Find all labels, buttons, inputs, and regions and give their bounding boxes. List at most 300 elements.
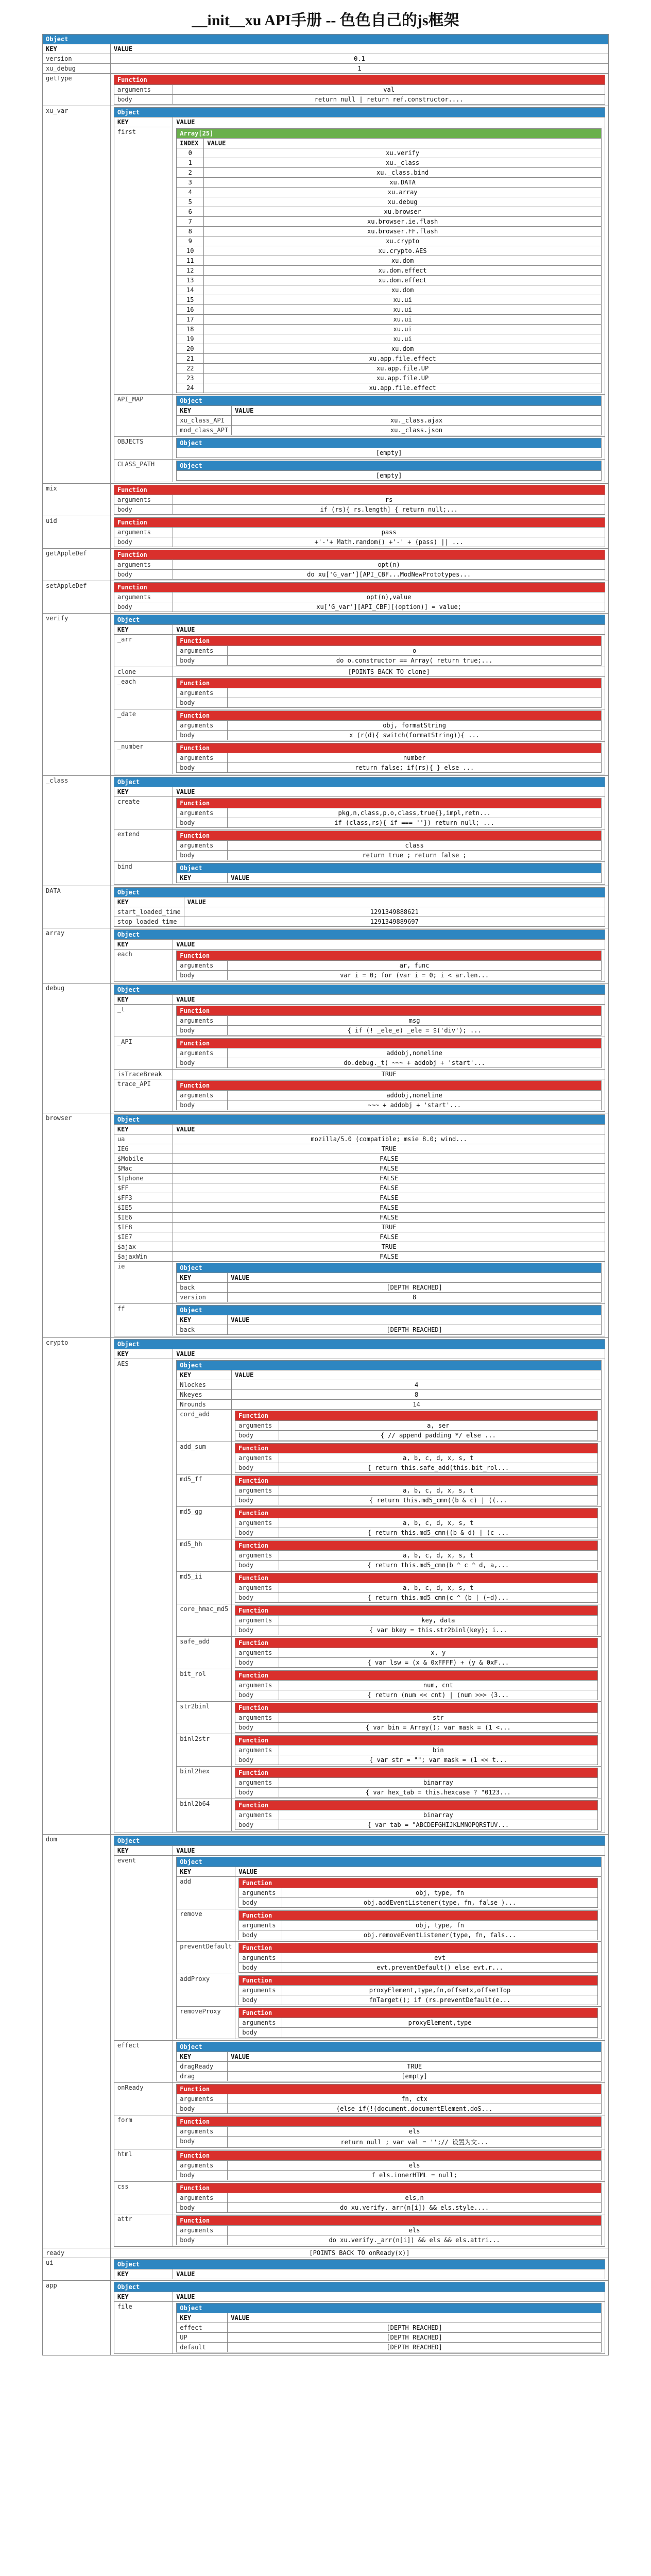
body-label: body [114, 505, 173, 515]
row-key: $ajax [114, 1242, 173, 1252]
row-key: $FF3 [114, 1193, 173, 1203]
function-header: Function [177, 2084, 602, 2094]
array-row [177, 276, 602, 285]
function-header: Function [239, 1911, 598, 1921]
function-table [238, 2008, 598, 2038]
array-row [177, 217, 602, 227]
function-table [235, 1638, 598, 1668]
array-value: xu.dom.effect [204, 266, 602, 276]
arguments-value: pass [173, 528, 605, 537]
arguments-label: arguments [235, 1518, 279, 1528]
array-value: xu.ui [204, 334, 602, 344]
arguments-label: arguments [235, 1616, 279, 1625]
first-array-table: Array[25] INDEX VALUE 0 xu.verify 1 xu._class 2 xu._class.bind 3 xu.DATA 4 xu.array 5 xu.debug 6 xu.browser 7 xu.browser.ie.flash 8 xu.browser.FF.flash 9 xu.crypto 10 xu.crypto.AES 11 xu.dom 12 xu.dom.effect 13 xu.dom.effect 14 xu.dom 15 xu.ui 16 xu.ui 17 xu.ui 18 xu.ui 19 xu.ui 20 xu.dom 21 xu.app.file.effect 22 xu.app.file.UP 23 xu.app.file.UP 24 xu.app.file.effect [176, 128, 602, 393]
array-row [177, 227, 602, 236]
array-row [177, 285, 602, 295]
arguments-value: bin [279, 1745, 597, 1755]
aes-functions [177, 1410, 602, 1832]
row-value: FALSE [173, 1183, 605, 1193]
function-header: Function [235, 1703, 598, 1713]
basic-functions [43, 484, 609, 614]
row-value: FALSE [173, 1203, 605, 1213]
array-value: xu.browser.ie.flash [204, 217, 602, 227]
body-label: body [235, 1561, 279, 1570]
row-value: FALSE [173, 1193, 605, 1203]
arguments-value: num, cnt [279, 1681, 597, 1690]
function-key: setAppleDef [43, 581, 111, 614]
body-label: body [114, 602, 173, 612]
array-value: xu.ui [204, 325, 602, 334]
body-label: body [239, 1963, 282, 1973]
array-value: xu.browser.FF.flash [204, 227, 602, 236]
arguments-value: evt [282, 1953, 597, 1963]
arguments-value: str [279, 1713, 597, 1723]
array-row [177, 197, 602, 207]
body-value: if (rs){ rs.length] { return null;... [173, 505, 605, 515]
row-key: $IE7 [114, 1232, 173, 1242]
body-value: +'-'+ Math.random() +'-' + (pass) || ... [173, 537, 605, 547]
array-index: 11 [177, 256, 204, 266]
array-row [177, 266, 602, 276]
app-object: Object KEY VALUE file Object KEY VALUE effect [DEPTH REACHED] UP [DEPTH REACHED] default [DEPTH REACHED] [114, 2282, 605, 2354]
array-row [177, 295, 602, 305]
array-row [177, 344, 602, 354]
row-key: $Mobile [114, 1154, 173, 1164]
function-table [235, 1443, 598, 1473]
browser-object: Object KEY VALUE ua mozilla/5.0 (compatible; msie 8.0; wind... IE6 TRUE $Mobile FALSE $Mac FALSE $Iphone FALSE $FF FALSE $FF3 FALSE $IE5 FALSE $IE6 FALSE $IE8 TRUE $IE7 FALSE $ajax TRUE $ajaxWin FALSE ie Object KEY VALUE back [DEPTH REACHED] version 8 ff Object KEY VALUE back [DEPTH REACHED] [114, 1114, 605, 1336]
function-table [235, 1768, 598, 1798]
arguments-value: a, b, c, d, x, s, t [279, 1486, 597, 1496]
array-index: 23 [177, 374, 204, 383]
api-manual-page [42, 0, 609, 2360]
verify-object: Object KEY VALUE _arr Function arguments o body do o.constructor == Array( return true;... clone [POINTS BACK TO clone] _each Function arguments body _date Function arguments obj, formatString body x (r(d){ switch(formatString)){ ... _number Function arguments number body return false; if(rs){ } else ... [114, 615, 605, 774]
row-value: TRUE [173, 1223, 605, 1232]
array-value: xu.array [204, 188, 602, 197]
function-table [176, 2116, 602, 2148]
array-row [177, 246, 602, 256]
row-key: $IE5 [114, 1203, 173, 1213]
array-index: 16 [177, 305, 204, 315]
array-row [177, 305, 602, 315]
array-value: xu.crypto.AES [204, 246, 602, 256]
array-value: xu.ui [204, 295, 602, 305]
body-value: { var str = ""; var mask = (1 << t... [279, 1755, 597, 1765]
row-value: TRUE [173, 1242, 605, 1252]
function-table [235, 1735, 598, 1765]
arguments-value: key, data [279, 1616, 597, 1625]
body-value: evt.preventDefault() else evt.r... [282, 1963, 597, 1973]
body-value: { var hex_tab = this.hexcase ? "0123... [279, 1788, 597, 1798]
function-key: core_hmac_md5 [177, 1604, 232, 1637]
array-index: 20 [177, 344, 204, 354]
array-row [177, 256, 602, 266]
function-key: attr [114, 2214, 173, 2247]
array-index: 17 [177, 315, 204, 325]
array-value: xu.app.file.effect [204, 383, 602, 393]
function-table: Function arguments msg body { if (! _ele_e) _ele = $('div'); ... [176, 1006, 602, 1036]
function-table [238, 1975, 598, 2005]
arguments-value: opt(n),value [173, 592, 605, 602]
function-key: onReady [114, 2083, 173, 2115]
aes-rows [177, 1380, 602, 1410]
row-value: FALSE [173, 1213, 605, 1223]
body-value: { return (num << cnt) | (num >>> (3... [279, 1690, 597, 1700]
function-key: md5_ii [177, 1572, 232, 1604]
arguments-label: arguments [235, 1648, 279, 1658]
body-value: fnTarget(); if (rs.preventDefault(e... [282, 1995, 597, 2005]
array-row [177, 374, 602, 383]
function-table [235, 1573, 598, 1603]
array-index: 8 [177, 227, 204, 236]
row-key: Nlockes [177, 1380, 232, 1390]
arguments-value: binarray [279, 1810, 597, 1820]
function-header: Function [114, 485, 605, 495]
array-value: xu.debug [204, 197, 602, 207]
arguments-label: arguments [239, 1888, 282, 1898]
array-row [177, 325, 602, 334]
array-value: xu.ui [204, 315, 602, 325]
function-key: css [114, 2182, 173, 2214]
array-row [177, 334, 602, 344]
objects-object: Object [empty] [176, 438, 602, 458]
arguments-value: obj, type, fn [282, 1888, 597, 1898]
function-table [235, 1508, 598, 1538]
array-index: 15 [177, 295, 204, 305]
arguments-value: a, b, c, d, x, s, t [279, 1551, 597, 1561]
array-index: 22 [177, 364, 204, 374]
array-value: xu.ui [204, 305, 602, 315]
function-key: add_sum [177, 1442, 232, 1475]
body-label: body [114, 570, 173, 580]
array-index: 5 [177, 197, 204, 207]
function-header: Function [239, 2008, 598, 2018]
arguments-label: arguments [177, 2161, 228, 2171]
array-index: 12 [177, 266, 204, 276]
function-key: preventDefault [177, 1942, 235, 1974]
arguments-label: arguments [239, 1953, 282, 1963]
dom-object: Object KEY VALUE event Object KEY VALUE add Function arguments obj, type, fn body obj.addEventListener(type, fn, false )... remove Function arguments obj, type, fn body obj.removeEventListener(type, fn, fals... preventDefault Function arguments evt body evt.preventDefault() else evt.r... addProxy Function arguments proxyElement,type,fn,offsetx,offsetTop body fnTarget(); if (rs.preventDefault(e... removeProxy Function arguments proxyElement,type body effect Object KEY VALUE dragReady TRUE drag [empty] onReady Function arguments fn, ctx body (else if(!(document.documentElement.doS... form Function arguments els body return null ; var val = '';// 设置为文... html Function arguments els body f els.innerHTML = null; css Function arguments els,n body do xu.verify._arr(n[i]) && els.style.... attr Function arguments els body do xu.verify._arr(n[i]) && els && els.attri... [114, 1836, 605, 2247]
arguments-value: opt(n) [173, 560, 605, 570]
function-header: Function [235, 1444, 598, 1453]
function-header: Function [177, 2117, 602, 2127]
function-table [176, 2183, 602, 2213]
array-rows [177, 148, 602, 393]
array-row [177, 188, 602, 197]
array-value: xu.dom [204, 285, 602, 295]
function-key: add [177, 1877, 235, 1909]
body-value: { return this.safe_add(this.bit_rol... [279, 1463, 597, 1473]
arguments-value: rs [173, 495, 605, 505]
array-value: xu.DATA [204, 178, 602, 188]
row-key: ua [114, 1134, 173, 1144]
function-header: Function [177, 2151, 602, 2161]
arguments-label: arguments [177, 2226, 228, 2235]
body-value [282, 2028, 597, 2038]
function-table [235, 1476, 598, 1505]
arguments-label: arguments [235, 1810, 279, 1820]
array-value: xu.app.file.UP [204, 374, 602, 383]
function-header: Function [177, 2183, 602, 2193]
array-row [177, 315, 602, 325]
array-row [177, 168, 602, 178]
arguments-label: arguments [235, 1486, 279, 1496]
body-value: do xu['G_var'][API_CBF...ModNewPrototypes... [173, 570, 605, 580]
function-table [235, 1605, 598, 1635]
row-key: $ajaxWin [114, 1252, 173, 1262]
array-index: 7 [177, 217, 204, 227]
function-table: Function arguments number body return false; if(rs){ } else ... [176, 743, 602, 773]
row-value: FALSE [173, 1174, 605, 1183]
function-table: Function arguments val body return null | return ref.constructor.... [114, 75, 605, 105]
debug-object: Object KEY VALUE _t Function arguments msg body { if (! _ele_e) _ele = $('div'); ... _API Function arguments addobj,noneline body do.debug._t( ~~~ + addobj + 'start'... isTraceBreak TRUE trace_API Function arguments addobj,noneline body ~~~ + addobj + 'start'... [114, 985, 605, 1112]
function-table: Function arguments pkg,n,class,p,o,class,true{},impl,retn... body if (class,rs){ if === ''}) return null; ... [176, 798, 602, 828]
function-header: Function [235, 1541, 598, 1551]
function-table: Function arguments class body return true ; return false ; [176, 831, 602, 860]
body-value: do xu.verify._arr(n[i]) && els && els.attri... [228, 2235, 602, 2245]
row-value: FALSE [173, 1164, 605, 1174]
row-value: 8 [232, 1390, 602, 1400]
arguments-label: arguments [114, 560, 173, 570]
body-label: body [177, 2137, 228, 2148]
body-label: body [177, 2171, 228, 2180]
function-table [235, 1670, 598, 1700]
function-key: html [114, 2149, 173, 2182]
effect-object: Object KEY VALUE dragReady TRUE drag [empty] [176, 2042, 602, 2081]
array-index: 4 [177, 188, 204, 197]
class-path-object: Object [empty] [176, 461, 602, 481]
array-row [177, 148, 602, 158]
function-header: Function [114, 550, 605, 560]
function-table [114, 485, 605, 515]
row-value: TRUE [173, 1144, 605, 1154]
body-label: body [177, 2104, 228, 2114]
function-header: Function [235, 1801, 598, 1810]
function-table [235, 1540, 598, 1570]
row-key: $Mac [114, 1164, 173, 1174]
arguments-value: binarray [279, 1778, 597, 1788]
crypto-object: Object KEY VALUE AES Object KEY VALUE Nlockes 4 Nkeyes 8 Nrounds 14 cord_add Function arguments a, ser body { // append padding */ else ... add_sum Function arguments a, b, c, d, x, s, t body { return this.safe_add(this.bit_rol... md5_ff Function arguments a, b, c, d, x, s, t body { return this.md5_cmn((b & c) | ((... md5_gg Function arguments a, b, c, d, x, s, t body { return this.md5_cmn((b & d) | (c ... md5_hh Function arguments a, b, c, d, x, s, t body { return this.md5_cmn(b ^ c ^ d, a,... md5_ii Function arguments a, b, c, d, x, s, t body { return this.md5_cmn(c ^ (b | (~d)... core_hmac_md5 Function arguments key, data body { var bkey = this.str2binl(key); i... safe_add Function arguments x, y body { var lsw = (x & 0xFFFF) + (y & 0xF... bit_rol Function arguments num, cnt body { return (num << cnt) | (num >>> (3... str2binl Function arguments str body { var bin = Array(); var mask = (1 <... binl2str Function arguments bin body { var str = ""; var mask = (1 << t... binl2hex Function arguments binarray body { var hex_tab = this.hexcase ? "0123... binl2b64 Function arguments binarray body { var tab = "ABCDEFGHIJKLMNOPQRSTUV... [114, 1339, 605, 1833]
function-key: bit_rol [177, 1669, 232, 1702]
row-key: $FF [114, 1183, 173, 1193]
function-key: binl2str [177, 1734, 232, 1767]
array-row [177, 178, 602, 188]
array-object: Object KEY VALUE each Function arguments ar, func body var i = 0; for (var i = 0; i < ar.len... [114, 929, 605, 982]
arguments-value: x, y [279, 1648, 597, 1658]
array-index: 24 [177, 383, 204, 393]
function-key: binl2b64 [177, 1799, 232, 1832]
arguments-label: arguments [114, 592, 173, 602]
function-table [176, 2215, 602, 2245]
row-value: FALSE [173, 1232, 605, 1242]
row-key: IE6 [114, 1144, 173, 1154]
browser-rows [114, 1134, 605, 1262]
function-table [238, 1943, 598, 1973]
body-value: { var tab = "ABCDEFGHIJKLMNOPQRSTUV... [279, 1820, 597, 1830]
body-label: body [239, 2028, 282, 2038]
function-header: Function [239, 1943, 598, 1953]
function-key: md5_gg [177, 1507, 232, 1539]
body-label: body [235, 1496, 279, 1505]
array-index: 1 [177, 158, 204, 168]
arguments-label: arguments [235, 1551, 279, 1561]
function-table [114, 517, 605, 547]
body-value: xu['G_var'][API_CBF][(option)] = value; [173, 602, 605, 612]
body-label: body [235, 1658, 279, 1668]
function-key: remove [177, 1909, 235, 1942]
arguments-label: arguments [177, 2094, 228, 2104]
body-label: body [177, 2203, 228, 2213]
arguments-label: arguments [235, 1421, 279, 1431]
ff-object: Object KEY VALUE back [DEPTH REACHED] [176, 1305, 602, 1335]
page-title: __init__xu API手册 -- 色色自己的js框架 [192, 12, 459, 29]
function-key: safe_add [177, 1637, 232, 1669]
function-key: uid [43, 516, 111, 549]
function-table [235, 1411, 598, 1440]
function-header: Function [114, 518, 605, 528]
function-key: binl2hex [177, 1767, 232, 1799]
function-table [238, 1878, 598, 1908]
bind-object: Object KEY VALUE [176, 863, 602, 883]
function-header: Function [235, 1671, 598, 1681]
array-value: xu.crypto [204, 236, 602, 246]
event-functions [177, 1877, 602, 2039]
body-value: (else if(!(document.documentElement.doS... [228, 2104, 602, 2114]
body-label: body [239, 1995, 282, 2005]
body-label: body [235, 1593, 279, 1603]
array-index: 9 [177, 236, 204, 246]
function-header: Function [235, 1509, 598, 1518]
arguments-value: a, b, c, d, x, s, t [279, 1583, 597, 1593]
function-table: Function arguments body [176, 678, 602, 708]
function-table [238, 1910, 598, 1940]
array-row [177, 364, 602, 374]
class-object: Object KEY VALUE create Function arguments pkg,n,class,p,o,class,true{},impl,retn... body if (class,rs){ if === ''}) return null; ... extend Function arguments class body return true ; return false ; bind Object KEY VALUE [114, 777, 605, 885]
function-header: Function [235, 1768, 598, 1778]
arguments-value: els [228, 2127, 602, 2137]
row-key: Nrounds [177, 1400, 232, 1410]
body-value: return null ; var val = '';// 设置为文... [228, 2137, 602, 2148]
body-label: body [239, 1930, 282, 1940]
row-value: mozilla/5.0 (compatible; msie 8.0; wind... [173, 1134, 605, 1144]
function-table [114, 550, 605, 580]
array-index: 6 [177, 207, 204, 217]
arguments-value: a, b, c, d, x, s, t [279, 1453, 597, 1463]
array-value: xu.app.file.UP [204, 364, 602, 374]
body-value: { var bkey = this.str2binl(key); i... [279, 1625, 597, 1635]
body-value: { return this.md5_cmn((b & c) | ((... [279, 1496, 597, 1505]
function-table: Function arguments o body do o.constructor == Array( return true;... [176, 636, 602, 666]
function-key: md5_ff [177, 1475, 232, 1507]
array-value: xu.dom.effect [204, 276, 602, 285]
array-index: 18 [177, 325, 204, 334]
array-row [177, 354, 602, 364]
array-value: xu._class [204, 158, 602, 168]
body-value: { return this.md5_cmn(b ^ c ^ d, a,... [279, 1561, 597, 1570]
function-table: Function arguments addobj,noneline body ~~~ + addobj + 'start'... [176, 1080, 602, 1110]
body-label: body [239, 1898, 282, 1908]
file-object: Object KEY VALUE effect [DEPTH REACHED] UP [DEPTH REACHED] default [DEPTH REACHED] [176, 2303, 602, 2352]
arguments-value: els [228, 2161, 602, 2171]
row-key: $Iphone [114, 1174, 173, 1183]
function-table: Function arguments obj, formatString body x (r(d){ switch(formatString)){ ... [176, 710, 602, 740]
arguments-value: proxyElement,type [282, 2018, 597, 2028]
function-header: Function [235, 1411, 598, 1421]
array-index: 14 [177, 285, 204, 295]
function-table [235, 1703, 598, 1733]
array-value: xu.app.file.effect [204, 354, 602, 364]
arguments-label: arguments [235, 1681, 279, 1690]
array-index: 13 [177, 276, 204, 285]
row-key: Nkeyes [177, 1390, 232, 1400]
body-label: body [235, 1463, 279, 1473]
function-table [235, 1800, 598, 1830]
arguments-value: obj, type, fn [282, 1921, 597, 1930]
function-table: Function arguments addobj,noneline body do.debug._t( ~~~ + addobj + 'start'... [176, 1038, 602, 1068]
body-value: { var bin = Array(); var mask = (1 <... [279, 1723, 597, 1733]
array-value: xu._class.bind [204, 168, 602, 178]
arguments-label: arguments [235, 1778, 279, 1788]
array-index: 3 [177, 178, 204, 188]
arguments-value: a, ser [279, 1421, 597, 1431]
ui-object: Object KEY VALUE [114, 2259, 605, 2279]
function-header: Function [177, 2216, 602, 2226]
function-table [176, 2150, 602, 2180]
arguments-label: arguments [114, 495, 173, 505]
object-header: Object [43, 35, 609, 44]
function-header: Function [239, 1976, 598, 1986]
function-table: Function arguments ar, func body var i = 0; for (var i = 0; i < ar.len... [176, 951, 602, 980]
body-value: obj.addEventListener(type, fn, false )... [282, 1898, 597, 1908]
arguments-label: arguments [239, 1986, 282, 1995]
function-header: Function [235, 1638, 598, 1648]
array-value: xu.verify [204, 148, 602, 158]
function-header: Function [239, 1878, 598, 1888]
body-value: { return this.md5_cmn(c ^ (b | (~d)... [279, 1593, 597, 1603]
body-label: body [235, 1690, 279, 1700]
aes-object: Object KEY VALUE Nlockes 4 Nkeyes 8 Nrounds 14 cord_add Function arguments a, ser body { // append padding */ else ... add_sum Function arguments a, b, c, d, x, s, t body { return this.safe_add(this.bit_rol... md5_ff Function arguments a, b, c, d, x, s, t body { return this.md5_cmn((b & c) | ((... md5_gg Function arguments a, b, c, d, x, s, t body { return this.md5_cmn((b & d) | (c ... md5_hh Function arguments a, b, c, d, x, s, t body { return this.md5_cmn(b ^ c ^ d, a,... md5_ii Function arguments a, b, c, d, x, s, t body { return this.md5_cmn(c ^ (b | (~d)... core_hmac_md5 Function arguments key, data body { var bkey = this.str2binl(key); i... safe_add Function arguments x, y body { var lsw = (x & 0xFFFF) + (y & 0xF... bit_rol Function arguments num, cnt body { return (num << cnt) | (num >>> (3... str2binl Function arguments str body { var bin = Array(); var mask = (1 <... binl2str Function arguments bin body { var str = ""; var mask = (1 << t... binl2hex Function arguments binarray body { var hex_tab = this.hexcase ? "0123... binl2b64 Function arguments binarray body { var tab = "ABCDEFGHIJKLMNOPQRSTUV... [176, 1360, 602, 1832]
arguments-value: proxyElement,type,fn,offsetx,offsetTop [282, 1986, 597, 1995]
body-label: body [177, 2235, 228, 2245]
function-key: mix [43, 484, 111, 516]
arguments-label: arguments [239, 1921, 282, 1930]
array-value: xu.dom [204, 256, 602, 266]
body-value: obj.removeEventListener(type, fn, fals... [282, 1930, 597, 1940]
row-key: $IE6 [114, 1213, 173, 1223]
arguments-value: els,n [228, 2193, 602, 2203]
root-object-table: Object KEY VALUE version 0.1 xu_debug 1 getType Function arguments val body return null | return ref.constructor.... xu_var Object KEY VALUE first Array[25] INDEX VALUE 0 xu.verify 1 xu._class 2 xu._class.bind 3 xu.DATA 4 xu.array 5 xu.debug 6 xu.browser 7 xu.browser.ie.flash 8 xu.browser.FF.flash 9 xu.crypto 10 xu.crypto.AES 11 xu.dom 12 xu.dom.effect 13 xu.dom.effect 14 xu.dom 15 xu.ui 16 xu.ui 17 xu.ui 18 xu.ui 19 xu.ui 20 xu.dom 21 xu.app.file.effect 22 xu.app.file.UP 23 xu.app.file.UP 24 xu.app.file.effect API_MAP Object KEY VALUE xu_class_API xu._class.ajax mod_class_API xu._class.json OBJECTS Object [empty] CLASS_PATH Object [empty] mix Function arguments rs body if (rs){ rs.length] { return null;... uid Function arguments pass body +'-'+ Math.random() +'-' + (pass) || ... getAppleDef Function arguments opt(n) body do xu['G_var'][API_CBF...ModNewPrototypes... setAppleDef Function arguments opt(n),value body xu['G_var'][API_CBF][(option)] = value; verify Object KEY VALUE _arr Function arguments o body do o.constructor == Array( return true;... clone [POINTS BACK TO clone] _each Function arguments body _date Function arguments obj, formatString body x (r(d){ switch(formatString)){ ... _number Function arguments number body return false; if(rs){ } else ... _class Object KEY VALUE create Function arguments pkg,n,class,p,o,class,true{},impl,retn... body if (class,rs){ if === ''}) return null; ... extend Function arguments class body return true ; return false ; bind Object KEY VALUE DATA Object KEY VALUE start_loaded_time 1291349888621 stop_loaded_time 1291349889697 array Object KEY VALUE each Function arguments ar, func body var i = 0; for (var i = 0; i < ar.len... debug Object KEY VALUE _t Function arguments msg body { if (! _ele_e) _ele = $('div'); ... _API Function arguments addobj,noneline body do.debug._t( ~~~ + addobj + 'start'... isTraceBreak TRUE trace_API Function arguments addobj,noneline body ~~~ + addobj + 'start'... browser Object KEY VALUE ua mozilla/5.0 (compatible; msie 8.0; wind... IE6 TRUE $Mobile FALSE $Mac FALSE $Iphone FALSE $FF FALSE $FF3 FALSE $IE5 FALSE $IE6 FALSE $IE8 TRUE $IE7 FALSE $ajax TRUE $ajaxWin FALSE ie Object KEY VALUE back [DEPTH REACHED] version 8 ff Object KEY VALUE back [DEPTH REACHED] crypto Object KEY VALUE AES Object KEY VALUE Nlockes 4 Nkeyes 8 Nrounds 14 cord_add Function arguments a, ser body { // append padding */ else ... add_sum Function arguments a, b, c, d, x, s, t body { return this.safe_add(this.bit_rol... md5_ff Function arguments a, b, c, d, x, s, t body { return this.md5_cmn((b & c) | ((... md5_gg Function arguments a, b, c, d, x, s, t body { return this.md5_cmn((b & d) | (c ... md5_hh Function arguments a, b, c, d, x, s, t body { return this.md5_cmn(b ^ c ^ d, a,... md5_ii Function arguments a, b, c, d, x, s, t body { return this.md5_cmn(c ^ (b | (~d)... core_hmac_md5 Function arguments key, data body { var bkey = this.str2binl(key); i... safe_add Function arguments x, y body { var lsw = (x & 0xFFFF) + (y & 0xF... bit_rol Function arguments num, cnt body { return (num << cnt) | (num >>> (3... str2binl Function arguments str body { var bin = Array(); var mask = (1 <... binl2str Function arguments bin body { var str = ""; var mask = (1 << t... binl2hex Function arguments binarray body { var hex_tab = this.hexcase ? "0123... binl2b64 Function arguments binarray body { var tab = "ABCDEFGHIJKLMNOPQRSTUV... dom Object KEY VALUE event Object KEY VALUE add Function arguments obj, type, fn body obj.addEventListener(type, fn, false )... remove Function arguments obj, type, fn body obj.removeEventListener(type, fn, fals... preventDefault Function arguments evt body evt.preventDefault() else evt.r... addProxy Function arguments proxyElement,type,fn,offsetx,offsetTop body fnTarget(); if (rs.preventDefault(e... removeProxy Function arguments proxyElement,type body effect Object KEY VALUE dragReady TRUE drag [empty] onReady Function arguments fn, ctx body (else if(!(document.documentElement.doS... form Function arguments els body return null ; var val = '';// 设置为文... html Function arguments els body f els.innerHTML = null; css Function arguments els,n body do xu.verify._arr(n[i]) && els.style.... attr Function arguments els body do xu.verify._arr(n[i]) && els && els.attri... ready [POINTS BACK TO onReady(x)] ui Object KEY VALUE app Object KEY VALUE file Object KEY VALUE effect [DEPTH REACHED] UP [DEPTH REACHED] default [DEPTH REACHED] [42, 34, 609, 2355]
array-index: 0 [177, 148, 204, 158]
function-header: Function [235, 1736, 598, 1745]
row-key: $IE8 [114, 1223, 173, 1232]
arguments-value: els [228, 2226, 602, 2235]
row-value: FALSE [173, 1252, 605, 1262]
array-value: xu.browser [204, 207, 602, 217]
row-value: FALSE [173, 1154, 605, 1164]
body-label: body [235, 1788, 279, 1798]
function-key: removeProxy [177, 2007, 235, 2039]
array-index: 21 [177, 354, 204, 364]
body-label: body [235, 1625, 279, 1635]
body-value: f els.innerHTML = null; [228, 2171, 602, 2180]
body-label: body [235, 1528, 279, 1538]
body-label: body [114, 537, 173, 547]
function-header: Function [235, 1573, 598, 1583]
array-row [177, 207, 602, 217]
function-key: form [114, 2115, 173, 2149]
arguments-label: arguments [235, 1453, 279, 1463]
ie-object: Object KEY VALUE back [DEPTH REACHED] version 8 [176, 1263, 602, 1302]
function-key: md5_hh [177, 1539, 232, 1572]
